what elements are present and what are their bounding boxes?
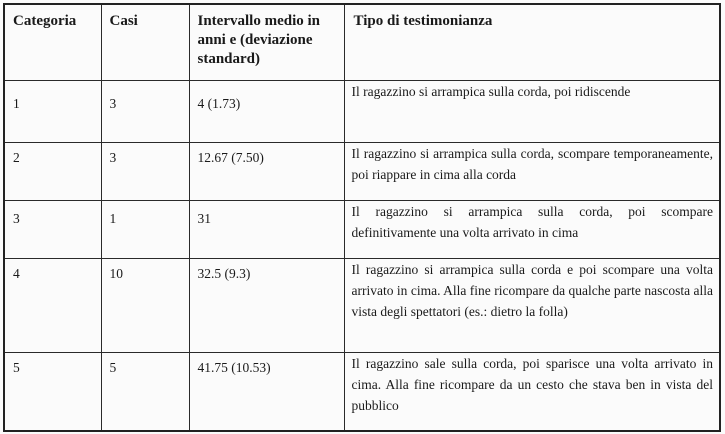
cell-categoria: 4	[4, 258, 101, 352]
table-row	[4, 352, 720, 431]
cell-categoria: 2	[4, 142, 101, 200]
cell-casi: 1	[101, 200, 189, 258]
header-categoria: Categoria	[4, 4, 101, 80]
cell-testimonianza: Il ragazzino si arrampica sulla corda e poi scompare una volta arrivato in cima. Alla fine ricompare da qualche parte nascosta alla vista degli spettatori (es.: dietro la folla)	[344, 258, 720, 352]
table-row	[4, 258, 720, 352]
cell-intervallo: 31	[189, 200, 344, 258]
cell-testimonianza: Il ragazzino si arrampica sulla corda, poi ridiscende	[344, 80, 720, 142]
cell-intervallo: 32.5 (9.3)	[189, 258, 344, 352]
cell-categoria: 1	[4, 80, 101, 142]
header-intervallo: Intervallo medio in anni e (deviazione standard)	[189, 4, 344, 80]
table-row	[4, 80, 720, 142]
cell-casi: 10	[101, 258, 189, 352]
cell-testimonianza: Il ragazzino sale sulla corda, poi sparisce una volta arrivato in cima. Alla fine ricompare da un cesto che stava ben in vista del pubblico	[344, 352, 720, 431]
table-row	[4, 200, 720, 258]
cell-categoria: 3	[4, 200, 101, 258]
cell-intervallo: 12.67 (7.50)	[189, 142, 344, 200]
cell-intervallo: 41.75 (10.53)	[189, 352, 344, 431]
cell-testimonianza: Il ragazzino si arrampica sulla corda, scompare temporaneamente, poi riappare in cima alla corda	[344, 142, 720, 200]
data-table	[3, 3, 721, 432]
cell-intervallo: 4 (1.73)	[189, 80, 344, 142]
cell-casi: 3	[101, 80, 189, 142]
table-header-row	[4, 4, 720, 80]
header-testimonianza: Tipo di testimonianza	[344, 4, 720, 80]
table-row	[4, 142, 720, 200]
cell-casi: 5	[101, 352, 189, 431]
header-casi: Casi	[101, 4, 189, 80]
cell-categoria: 5	[4, 352, 101, 431]
cell-casi: 3	[101, 142, 189, 200]
cell-testimonianza: Il ragazzino si arrampica sulla corda, poi scompare definitivamente una volta arrivato in cima	[344, 200, 720, 258]
